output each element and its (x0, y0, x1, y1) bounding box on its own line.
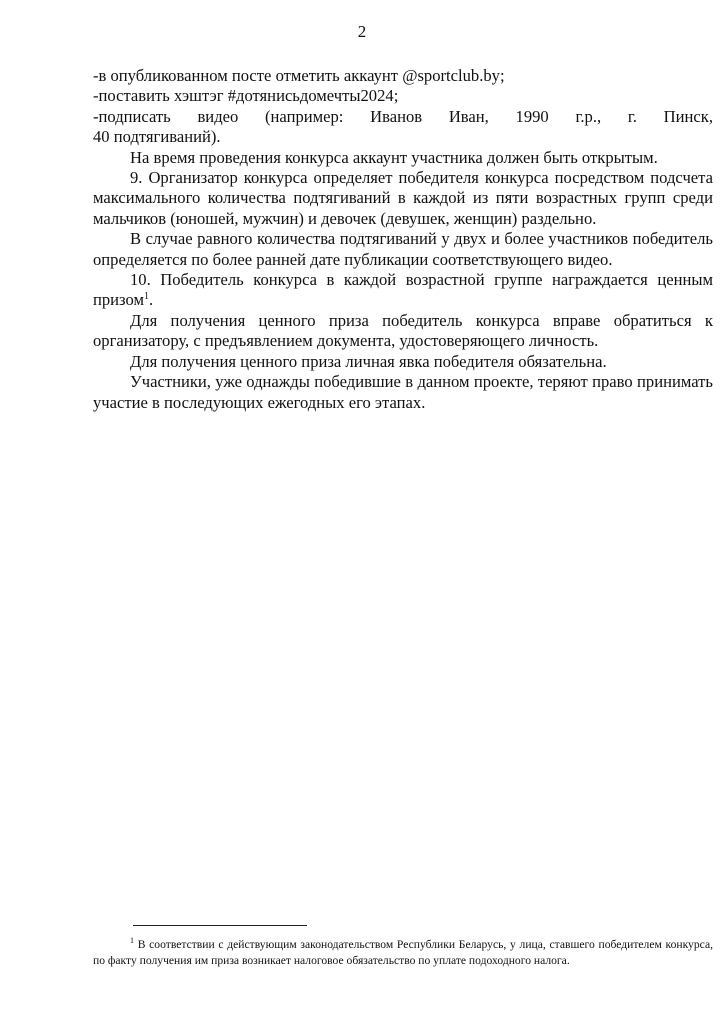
footnote-reference: 1 (144, 291, 149, 303)
instruction-sign-video: -подписать видео (например: Иванов Иван, 1990 г.р., г. Пинск, (93, 106, 713, 126)
paragraph-personal-attendance: Для получения ценного приза личная явка победителя обязательна. (130, 351, 607, 371)
footnote-separator (133, 925, 307, 926)
paragraph-repeat-winners: Участники, уже однажды победившие в данном проекте, теряют право принимать участие в последующих ежегодных его этапах. (93, 372, 713, 412)
footnote-text: В соответствии с действующим законодательством Республики Беларусь, у лица, ставшего победителем конкурса, по факту получения им приза возникает налоговое обязательство по уплате подоходного налога. (93, 938, 713, 967)
paragraph-tie-rule: В случае равного количества подтягиваний у двух и более участников победитель определяется по более ранней дате публикации соответствующего видео. (93, 229, 713, 269)
paragraph-account-open: На время проведения конкурса аккаунт участника должен быть открытым. (130, 147, 658, 167)
instruction-hashtag: -поставить хэштэг #дотянисьдомечты2024; (93, 86, 399, 106)
instruction-mark-account: -в опубликованном посте отметить аккаунт @sportclub.by; (93, 66, 505, 85)
footnote (93, 937, 713, 968)
footnote-marker: 1 (130, 936, 134, 945)
clause-10-period: . (149, 290, 154, 310)
clause-10 (93, 270, 713, 311)
clause-10-text: 10. Победитель конкурса в каждой возрастной группе награждается ценным призом (93, 270, 713, 310)
clause-9: 9. Организатор конкурса определяет победителя конкурса посредством подсчета максимального количества подтягиваний в каждой из пяти возрастных групп среди мальчиков (юношей, мужчин) и девочек (девушек, женщин) раздельно. (93, 168, 713, 228)
paragraph-prize-document: Для получения ценного приза победитель конкурса вправе обратиться к организатору, с предъявлением документа, удостоверяющего личность. (93, 310, 713, 351)
document-body (93, 66, 713, 413)
instruction-sign-video-continued: 40 подтягиваний). (93, 127, 221, 147)
footnote-paragraph (93, 937, 713, 968)
page-number: 2 (357, 22, 367, 41)
